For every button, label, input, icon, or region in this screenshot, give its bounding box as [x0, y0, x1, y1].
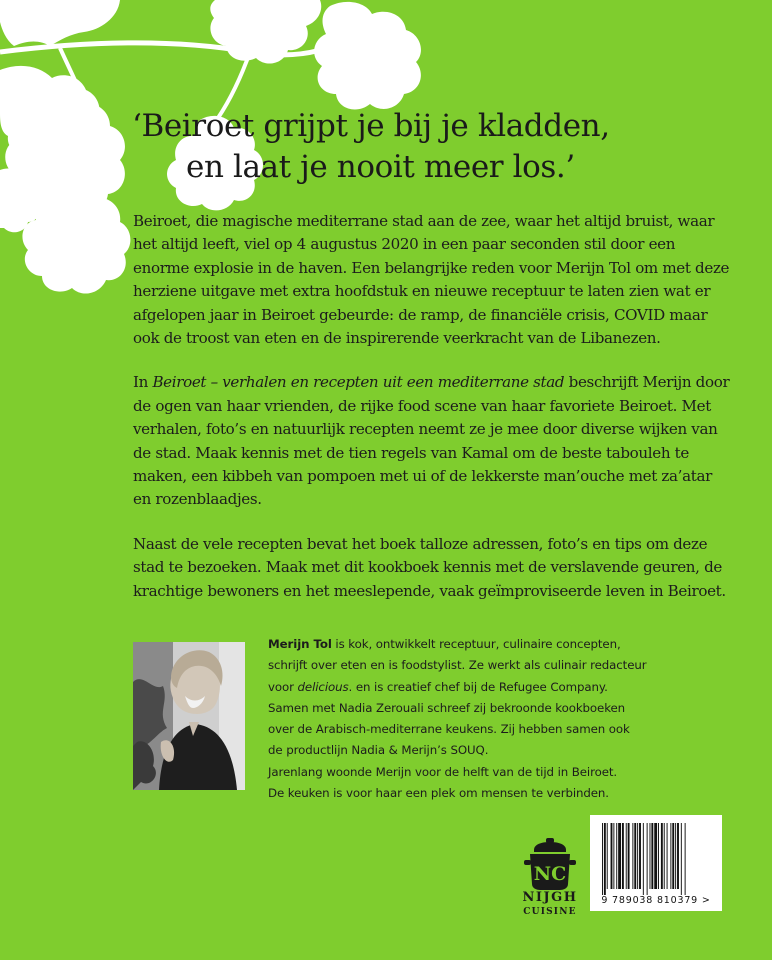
bio-line-3-post: . en is creatief chef bij de Refugee Company. [348, 679, 608, 694]
barcode-bar [604, 823, 606, 895]
publisher-cuisine: CUISINE [523, 907, 577, 917]
author-bio [268, 634, 728, 804]
bio-line-1 [268, 634, 728, 655]
author-photo [133, 642, 245, 790]
publisher-name [520, 890, 580, 919]
barcode-bar [611, 823, 613, 889]
bio-line-1-text: is kok, ontwikkelt receptuur, culinaire concepten, [331, 637, 621, 651]
barcode-bar [613, 823, 614, 889]
barcode-bar [637, 823, 638, 889]
isbn-number: 9 789038 810379 > [601, 895, 711, 906]
bio-line-2: schrijft over eten en is foodstylist. Ze werkt als culinair redacteur [268, 658, 647, 673]
paragraph-2-prefix: In [133, 373, 153, 392]
barcode-bar [664, 823, 665, 889]
barcode-bar [634, 823, 636, 889]
quote-line-1: ‘Beiroet grijpt je bij je kladden, [132, 108, 610, 144]
publisher-nijgh: NIJGH [522, 890, 578, 905]
barcode-bar [647, 823, 648, 895]
barcode-bar [607, 823, 608, 889]
pull-quote [132, 106, 752, 188]
author-name: Merijn Tol [268, 637, 332, 651]
barcode-bar [681, 823, 682, 895]
barcode-bar [667, 823, 668, 889]
barcode-bar [685, 823, 686, 895]
barcode-bar [626, 823, 627, 889]
isbn-barcode [590, 815, 722, 911]
barcode-bar [639, 823, 641, 889]
barcode-bar [654, 823, 657, 889]
barcode-bar [618, 823, 621, 889]
barcode-bar [672, 823, 674, 889]
barcode-bar [675, 823, 676, 889]
bio-line-4: Samen met Nadia Zerouali schreef zij bekroonde kookboeken [268, 700, 626, 715]
cooking-pot-logo [520, 836, 580, 934]
magazine-name: delicious [297, 679, 349, 694]
paragraph-2-rest: beschrijft Merijn door de ogen van haar vrienden, de rijke food scene van haar favoriete Beiroet. Met verhalen, foto’s en natuurlijk recepten neemt ze je mee door diverse wijken van de stad. Maak kennis met de tien regels van Kamal om de beste tabouleh te maken, een kibbeh van pompoen met ui of de lekkerste man’ouche met za’atar en rozenblaadjes. [133, 373, 730, 509]
logo-monogram: NC [533, 863, 567, 885]
barcode-bar [643, 823, 644, 895]
barcode-bar [602, 823, 603, 895]
barcode-bar [622, 823, 624, 889]
author-portrait-image [133, 642, 245, 790]
bio-line-6: de productlijn Nadia & Merijn’s SOUQ. [268, 743, 489, 758]
paragraph-1: Beiroet, die magische mediterrane stad aan de zee, waar het altijd bruist, waar het altijd leeft, viel op 4 augustus 2020 in een paar seconden stil door een enorme explosie in de haven. Een belangrijke reden voor Merijn Tol om met deze herziene uitgave met extra hoofdstuk en nieuwe receptuur te laten zien wat er afgelopen jaar in Beiroet gebeurde: de ramp, de financiële crisis, COVID maar ook de troost van eten en de inspirerende veerkracht van de Libanezen. [133, 212, 730, 348]
bio-line-7: Jarenlang woonde Merijn voor de helft van de tijd in Beiroet. [268, 764, 618, 779]
barcode-bar [677, 823, 679, 889]
barcode-bar [650, 823, 651, 889]
paragraph-2 [133, 371, 733, 511]
barcode-bar [632, 823, 633, 889]
barcode-bars [598, 823, 714, 895]
bio-line-3 [268, 677, 728, 698]
bio-line-5: over de Arabisch-mediterrane keukens. Zij hebben samen ook [268, 722, 630, 737]
blurb-text [133, 210, 733, 624]
barcode-bar [670, 823, 671, 889]
paragraph-3: Naast de vele recepten bevat het boek talloze adressen, foto’s en tips om deze stad te bezoeken. Maak met dit kookboek kennis met de verslavende geuren, de krachtige bewoners en het meeslepende, vaak geïmproviseerde leven in Beiroet. [133, 534, 726, 600]
quote-line-2: en laat je nooit meer los.’ [186, 149, 575, 185]
barcode-bar [628, 823, 630, 889]
barcode-bar [661, 823, 663, 889]
bio-line-8: De keuken is voor haar een plek om mensen te verbinden. [268, 786, 609, 801]
barcode-bar [658, 823, 659, 889]
barcode-bar [616, 823, 617, 889]
bio-line-3-pre: voor [268, 679, 298, 694]
book-title: Beiroet – verhalen en recepten uit een mediterrane stad [152, 373, 565, 392]
barcode-bar [651, 823, 653, 889]
